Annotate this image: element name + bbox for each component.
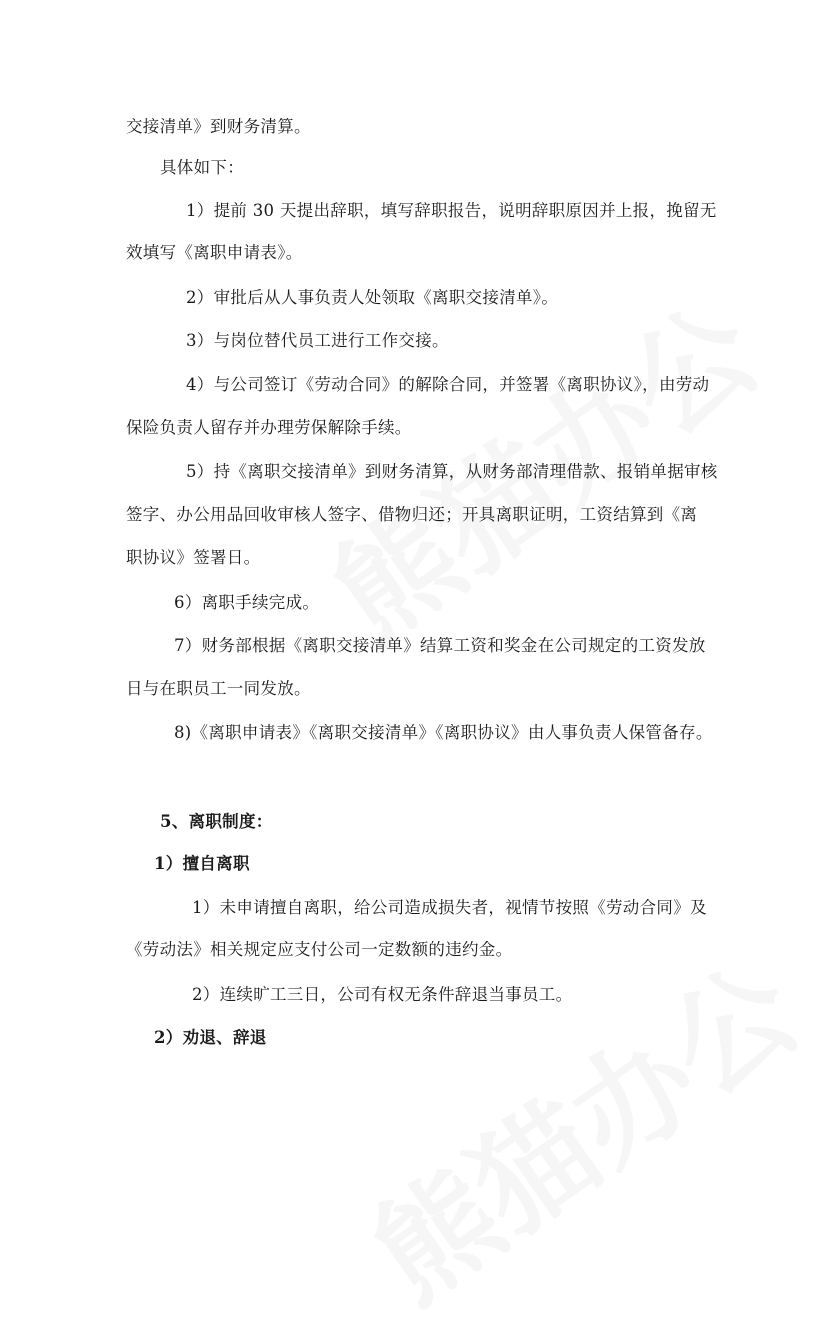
text-line: 1）提前 30 天提出辞职，填写辞职报告，说明辞职原因并上报，挽留无 xyxy=(186,201,717,220)
text-line: 具体如下： xyxy=(160,158,244,177)
text-line: 签字、办公用品回收审核人签字、借物归还；开具离职证明，工资结算到《离 xyxy=(126,505,698,524)
text-line: 5）持《离职交接清单》到财务清算，从财务部清理借款、报销单据审核 xyxy=(186,462,718,481)
text-line: 3）与岗位替代员工进行工作交接。 xyxy=(186,331,449,350)
subsection-heading: 1）擅自离职 xyxy=(154,854,250,873)
text-line: 4）与公司签订《劳动合同》的解除合同，并签署《离职协议》，由劳动 xyxy=(186,375,710,394)
text-line: 效填写《离职申请表》。 xyxy=(126,243,303,262)
text-line: 2）连续旷工三日，公司有权无条件辞退当事员工。 xyxy=(192,985,573,1004)
text-line: 交接清单》到财务清算。 xyxy=(126,117,311,136)
text-line: 7）财务部根据《离职交接清单》结算工资和奖金在公司规定的工资发放 xyxy=(174,636,706,655)
section-heading: 5、离职制度： xyxy=(160,812,273,831)
text-line: 6）离职手续完成。 xyxy=(174,593,320,612)
text-line: 职协议》签署日。 xyxy=(126,548,261,567)
text-line: 8)《离职申请表》《离职交接清单》《离职协议》由人事负责人保管备存。 xyxy=(174,723,713,742)
subsection-heading: 2）劝退、辞退 xyxy=(154,1028,267,1047)
text-line: 日与在职员工一同发放。 xyxy=(126,679,311,698)
text-line: 2）审批后从人事负责人处领取《离职交接清单》。 xyxy=(186,288,559,307)
watermark-bottom xyxy=(334,918,826,1334)
text-line: 1）未申请擅自离职，给公司造成损失者，视情节按照《劳动合同》及 xyxy=(192,898,707,917)
text-line: 保险负责人留存并办理劳保解除手续。 xyxy=(126,418,412,437)
text-line: 《劳动法》相关规定应支付公司一定数额的违约金。 xyxy=(126,940,513,959)
